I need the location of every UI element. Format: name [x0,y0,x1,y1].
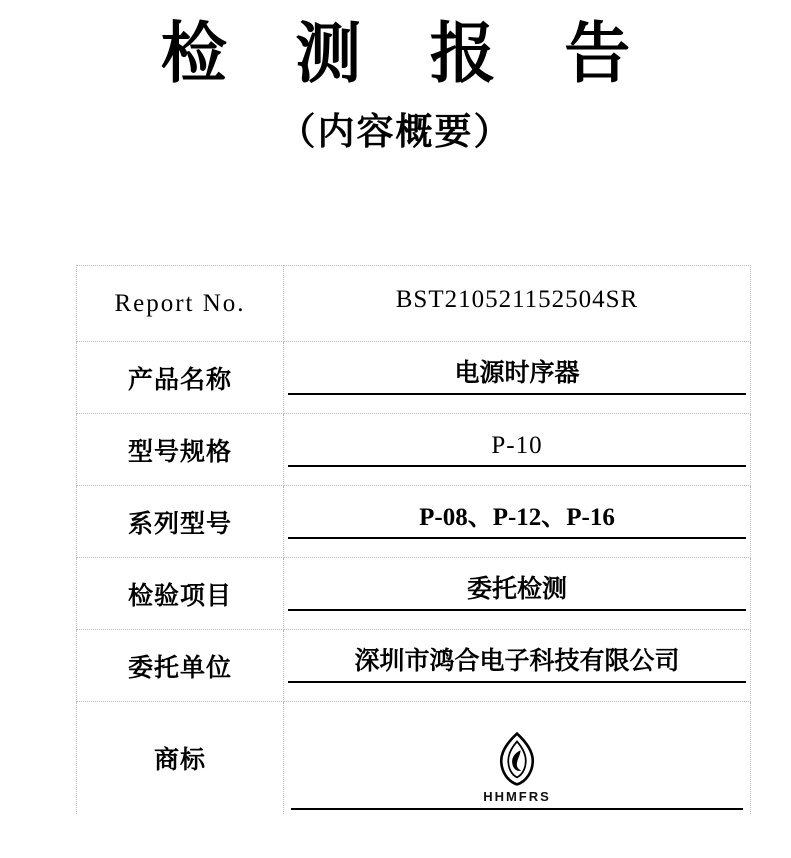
table-row [77,414,751,486]
table-row [77,630,751,702]
trademark-underline [291,808,743,810]
page-title: 检 测 报 告 [160,18,657,91]
page-subtitle: （内容概要） [278,112,513,153]
table-row [77,486,751,558]
flame-swirl-logo-icon [489,731,545,787]
trademark-block [284,702,750,814]
row-label-model-spec: 型号规格 [77,414,284,486]
row-value-test-item [284,558,751,630]
report-no-text: BST210521152504SR [395,285,639,313]
report-page [0,18,791,858]
row-value-client [284,630,751,702]
row-value-report-no [284,266,751,342]
client-text: 深圳市鸿合电子科技有限公司 [288,648,746,684]
row-value-product-name [284,342,751,414]
row-label-series-model: 系列型号 [77,486,284,558]
test-item-text: 委托检测 [288,576,746,612]
table-row [77,342,751,414]
row-label-trademark: 商标 [77,702,284,815]
trademark-brand-text: HHMFRS [483,789,551,804]
table-row [77,702,751,815]
row-value-trademark [284,702,751,815]
product-name-text: 电源时序器 [288,360,746,396]
series-model-text: P-08、P-12、P-16 [288,504,746,540]
row-label-report-no: Report No. [77,266,284,342]
model-spec-text: P-10 [288,432,746,468]
row-value-model-spec [284,414,751,486]
row-label-test-item: 检验项目 [77,558,284,630]
row-label-client: 委托单位 [77,630,284,702]
report-summary-table [76,265,751,814]
row-label-product-name: 产品名称 [77,342,284,414]
row-value-series-model [284,486,751,558]
table-row [77,266,751,342]
table-row [77,558,751,630]
summary-table-wrapper [76,265,748,814]
